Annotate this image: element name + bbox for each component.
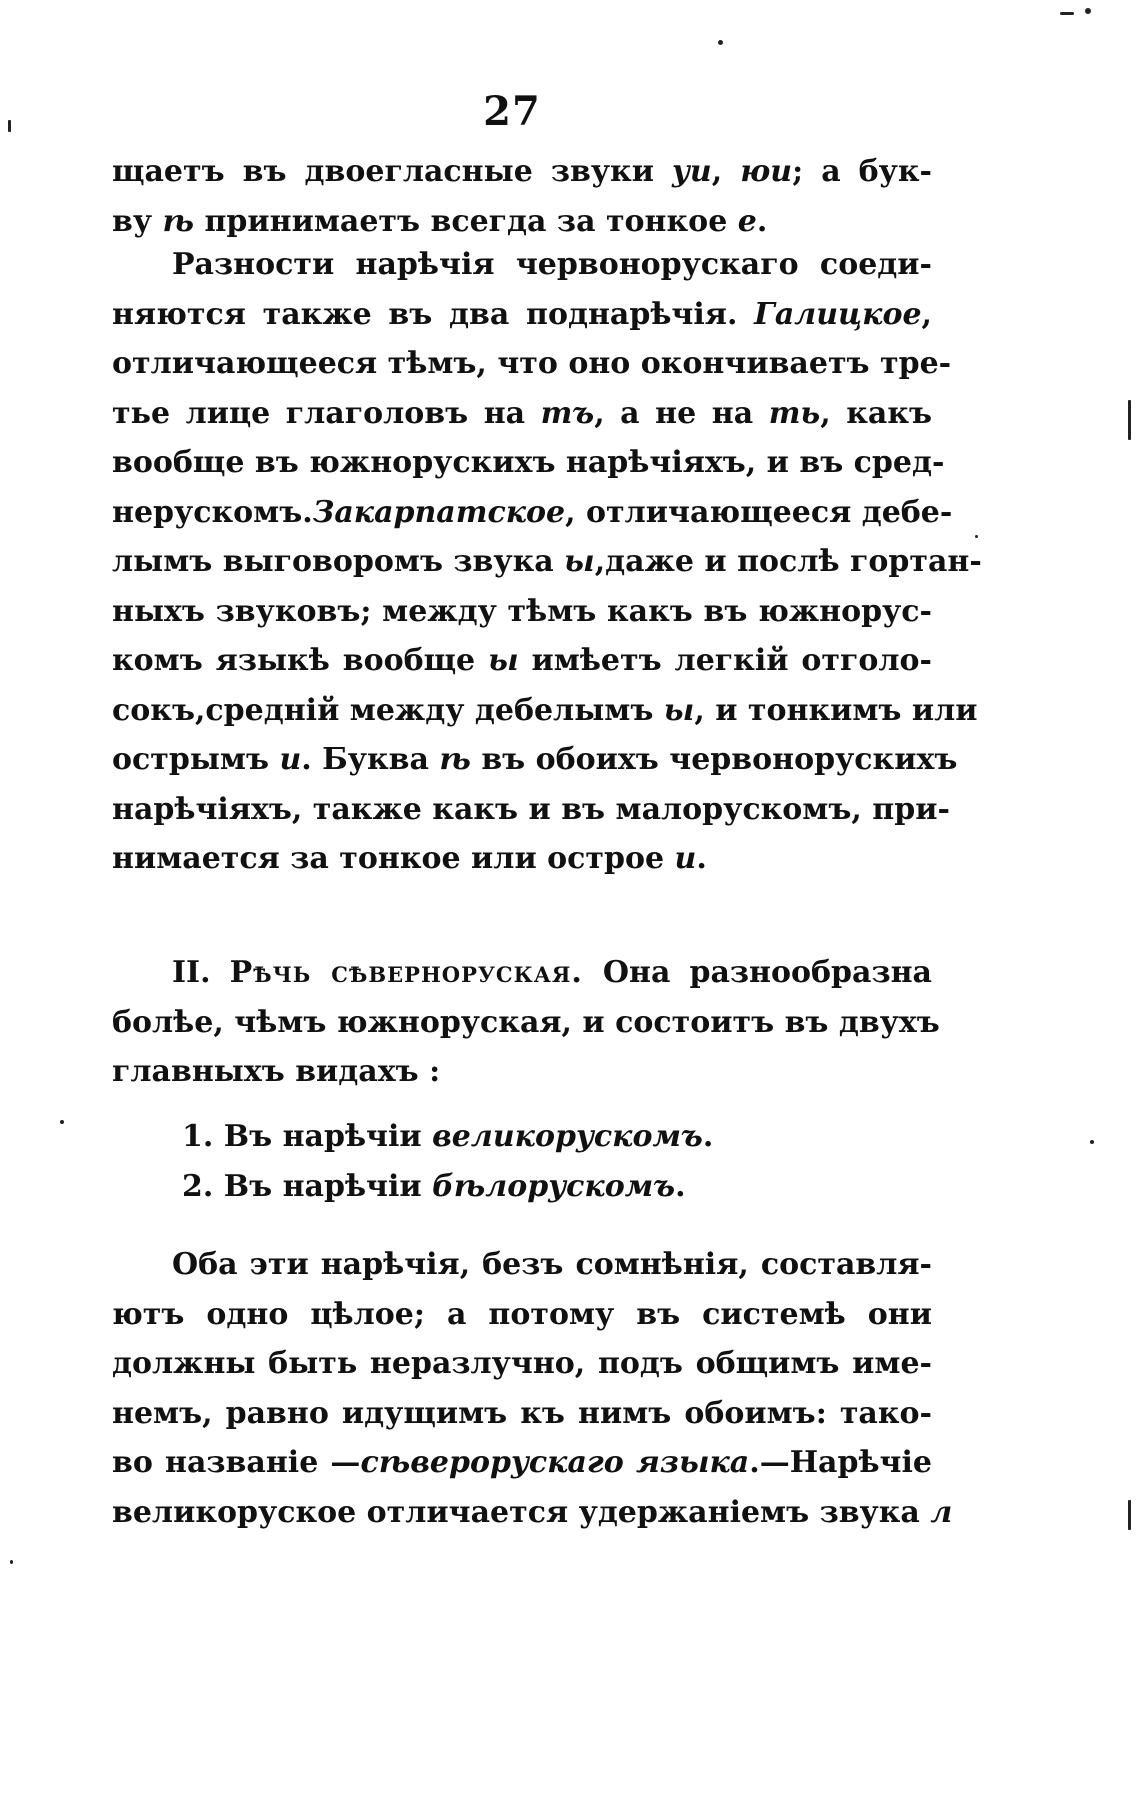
italic-term: ы [663, 692, 695, 728]
text-line: должны быть неразлучно, подъ общимъ име- [112, 1346, 932, 1381]
italic-term: Закарпатское [312, 494, 566, 530]
section-heading-line: II. Рѣчь сѣверноруская. Она разнообразна [172, 955, 932, 990]
italic-term: юи [740, 154, 793, 189]
paragraph-continuation [112, 147, 932, 246]
text-line: вообще въ южнорускихъ нарѣчіяхъ, и въ сред- [112, 445, 945, 480]
text-line: острымъ и. Буква ѣ въ обоихъ червонорускихъ [112, 742, 958, 777]
text-line: нимается за тонкое или острое и. [112, 841, 707, 876]
italic-term: ѣ [162, 203, 194, 239]
text-line: великорускоe отличается удержаніемъ звука л [112, 1494, 953, 1530]
text-line: ву ѣ принимаетъ всегда за тонкое е. [112, 203, 768, 239]
list-number: 2. [182, 1168, 224, 1204]
text-line: сокъ,средній между дебелымъ ы, и тонкимъ или [112, 692, 978, 728]
text-line: главныхъ видахъ : [112, 1054, 441, 1089]
text-line: отличающееся тѣмъ, что оно окончиваетъ тре- [112, 346, 952, 381]
text-line: няются также въ два поднарѣчія. Галицкое, [112, 296, 932, 332]
text-line: немъ, равно идущимъ къ нимъ обоимъ: тако- [112, 1395, 932, 1431]
italic-term: л [930, 1494, 953, 1530]
italic-term: уи [671, 154, 712, 189]
book-page [112, 0, 982, 1801]
italic-term: великорускомъ [432, 1119, 703, 1154]
italic-term: Галицкое [754, 296, 922, 332]
italic-term: ы [564, 544, 595, 579]
text-line: ютъ одно цѣлое; а потому въ системѣ они [112, 1296, 932, 1332]
paragraph-chervonoruskoe [112, 240, 982, 884]
text-line: комъ языкѣ вообще ы имѣетъ легкій отголо- [112, 643, 932, 678]
italic-term: сѣверорускаго языка [360, 1445, 750, 1480]
text-line: Разности нарѣчія червонорускаго соеди- [172, 247, 932, 282]
italic-term: и [674, 841, 697, 876]
text-line: во названіе —сѣверорускаго языка.—Нарѣчіе [112, 1445, 932, 1480]
dialect-list [112, 1112, 932, 1211]
italic-term: е [737, 203, 757, 239]
text-line: ныхъ звуковъ; между тѣмъ какъ въ южнорус- [112, 593, 932, 629]
list-number: 1. [182, 1119, 224, 1154]
section-heading: Рѣчь сѣверноруская. [229, 955, 603, 990]
italic-term: ѣ [439, 742, 471, 777]
text-line: лымъ выговоромъ звука ы,даже и послѣ гортан- [112, 544, 982, 579]
section-numeral: II. [172, 955, 230, 990]
italic-term: и [279, 742, 302, 777]
page-number: 27 [483, 88, 541, 135]
text-line: тье лице глаголовъ на тъ, а не на ть, какъ [112, 395, 932, 431]
text-line: болѣе, чѣмъ южноруская, и состоитъ въ двухъ [112, 1004, 940, 1040]
text-line: нарѣчіяхъ, также какъ и въ малорускомъ, при- [112, 791, 950, 827]
italic-term: тъ [540, 395, 595, 431]
text-line: нерускомъ.Закарпатское, отличающееся дебе- [112, 494, 953, 530]
paragraph-oba [112, 1240, 953, 1537]
italic-term: бѣлорускомъ [432, 1168, 676, 1204]
list-item: 1. Въ нарѣчіи великорускомъ. [182, 1119, 714, 1154]
italic-term: ы [488, 643, 519, 678]
text-line: щаетъ въ двоегласные звуки уи, юи; а бук- [112, 154, 932, 189]
text-line: Оба эти нарѣчія, безъ сомнѣнія, составля- [172, 1247, 932, 1282]
italic-term: ть [768, 395, 821, 431]
section-severnoruskaya [112, 948, 940, 1097]
list-item: 2. Въ нарѣчіи бѣлорускомъ. [182, 1168, 686, 1204]
